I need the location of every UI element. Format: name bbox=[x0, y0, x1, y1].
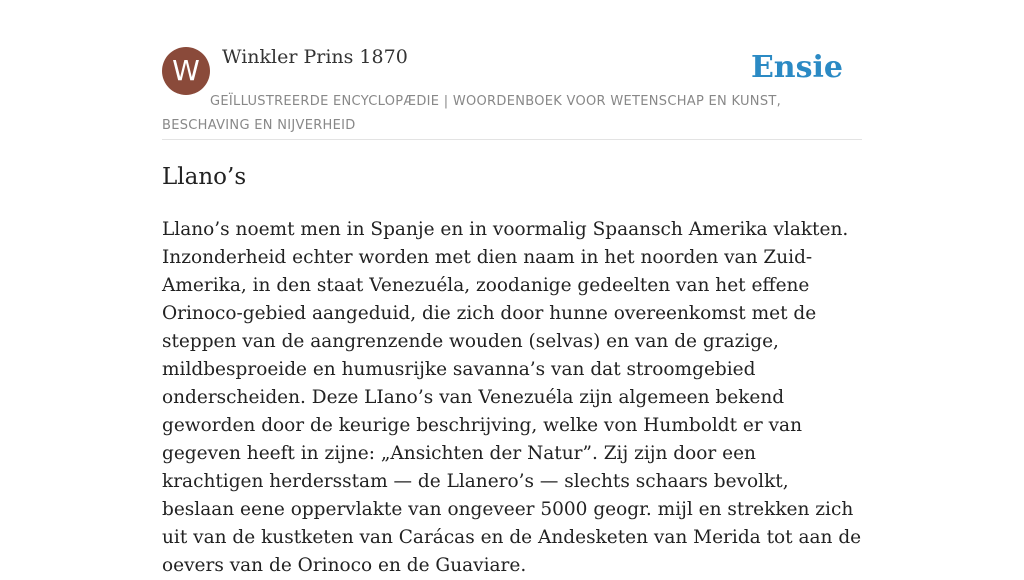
source-subtitle: GEÏLLUSTREERDE ENCYCLOPÆDIE | WOORDENBOEK VOOR WETENSCHAP EN KUNST, BESCHAVING EN NIJVERHEID bbox=[162, 94, 782, 133]
ensie-logo[interactable]: Ensie bbox=[750, 50, 843, 85]
entry-title: Llano’s bbox=[162, 164, 247, 190]
entry-body: Llano’s noemt men in Spanje en in voormalig Spaansch Amerika vlakten. Inzonderheid echter worden met dien naam in het noorden van Zuid-Amerika, in den staat Venezuéla, zoodanige gedeelten van het effene Orinoco-gebied aangeduid, die zich door hunne overeenkomst met de steppen van de aangrenzende wouden (selvas) en van de grazige, mildbesproeide en humusrijke savanna’s van dat stroomgebied onderscheiden. Deze LIano’s van Venezuéla zijn algemeen bekend geworden door de keurige beschrijving, welke von Humboldt er van gegeven heeft in zijne: „Ansichten der Natur”. Zij zijn door een krachtigen herdersstam — de Llanero’s — slechts schaars bevolkt, beslaan eene oppervlakte van ongeveer 5000 geogr. mijl en strekken zich uit van de kustketen van Carácas en de Andesketen van Merida tot aan de oevers van de Orinoco en de Guaviare. bbox=[162, 219, 862, 576]
source-title-link[interactable]: Winkler Prins 1870 bbox=[222, 46, 408, 68]
source-avatar[interactable]: W bbox=[162, 47, 210, 95]
header-divider bbox=[162, 139, 862, 140]
